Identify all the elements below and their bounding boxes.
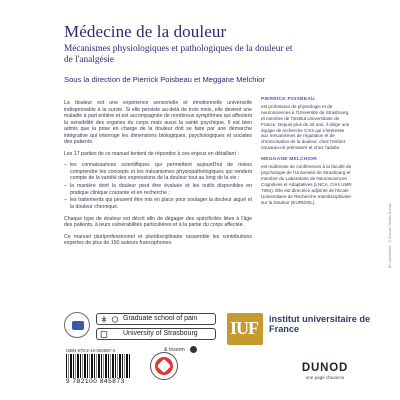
isbn-label: ISBN 978-2-10-084587-3 (66, 348, 116, 353)
partner-circle-icon (190, 346, 197, 353)
description-paragraph-4: Ce manuel pluriprofessionnel et pluridisciplinaire rassemble les contributions expertes de plus de 150 auteurs francophones. (64, 233, 252, 247)
book-subtitle: Mécanismes physiologiques et pathologiques de la douleur et de l'analgésie (64, 44, 293, 65)
author-bios (261, 97, 353, 211)
book-title: Médecine de la douleur (64, 22, 227, 41)
graduate-school-label: Graduate school of pain (123, 315, 198, 322)
iuf-logo (227, 313, 377, 345)
author-name: PIERRICK POISBEAU (261, 97, 315, 102)
publisher-name: DUNOD (301, 362, 349, 374)
university-crest-icon (100, 331, 108, 338)
publisher-logo (290, 362, 360, 380)
description-list-item: – la manière dont la douleur peut être évaluée et les outils disponibles en pratique clinique courante et en recherche ; (64, 183, 252, 196)
description-paragraph-2: Les 17 parties de ce manuel tentent de répondre à ces enjeux en détaillant : (64, 150, 239, 157)
brain-icon (111, 316, 119, 323)
university-logo (96, 328, 216, 340)
description-column (64, 100, 252, 252)
isbn-block (66, 348, 136, 388)
university-label: University of Strasbourg (123, 330, 198, 337)
accreditation-seal-icon (64, 312, 90, 338)
partners-label: & Inserm (164, 346, 185, 353)
iuf-mark-text: IUF (230, 318, 258, 338)
author-bio: est professeur de physiologie et de neurosciences à l'Université de Strasbourg et membre de l'Institut Universitaire de France. Depuis plus de 25 ans, il dirige une équipe de recherche Cnrs qui s'intéresse aux mécanismes de régulation et de chronicisation de la douleur, chez l'enfant nouveau-né prématuré et chez l'adulte. (261, 103, 350, 151)
author-name: MEGGANE MELCHIOR (261, 157, 317, 163)
description-list (64, 162, 252, 210)
description-list-item: – les connaissances scientifiques qui permettent aujourd'hui de mieux comprendre les concepts et les mécanismes physiopathologiques qui rendent compte de la variété des expressions de la douleur tout au long de la vie ; (64, 162, 252, 182)
cover-credit: En couverture : © Dunod / Studio Dunod (388, 203, 392, 268)
author-bio: est maîtresse de conférences à la faculté de psychologie de l'Université de Strasbourg et membre du Laboratoire de Neurosciences Cognitives et Adaptatives (LNCA, Cnrs UMR 7364). Elle est directrice adjointe de l'Ecole Universitaire de Recherche Interdisciplinaire sur la Douleur (EURIDOL). (261, 164, 352, 205)
publisher-tagline: une page d'avance (305, 375, 345, 380)
caduceus-icon (100, 316, 108, 323)
graduate-school-logo (96, 313, 216, 325)
description-paragraph-1: La douleur est une expérience sensorielle et émotionnelle universelle indispensable à la survie. Si elle persiste au-delà de trois mois, elle devient une maladie à part entière et est accompagnée de nombreux symptômes qui affectent la sensibilité des organes du corps mais aussi la santé psychique. Il est bien admis que la prise en charge de la douleur doit se faire par une démarche intégrative qui interroge les dimensions biologiques, psychologiques et sociales des patients. (64, 100, 252, 146)
isbn-number: 9 782100 845873 (66, 378, 125, 385)
iuf-name: institut universitaire de France (269, 314, 371, 334)
book-direction: Sous la direction de Pierrick Poisbeau et Meggane Melchior (64, 75, 265, 84)
iuf-mark-icon (227, 313, 263, 345)
description-paragraph-3: Chaque type de douleur est décrit afin de dégager des spécificités liées à l'âge des patients, à leurs vulnérabilités particulières et à la partie du corps affectée. (64, 215, 252, 229)
description-list-item: – les traitements qui peuvent être mis en place pour soulager la douleur aiguë et la douleur chronique. (64, 197, 252, 210)
label-badge-icon (150, 352, 178, 380)
barcode-icon (66, 354, 130, 378)
